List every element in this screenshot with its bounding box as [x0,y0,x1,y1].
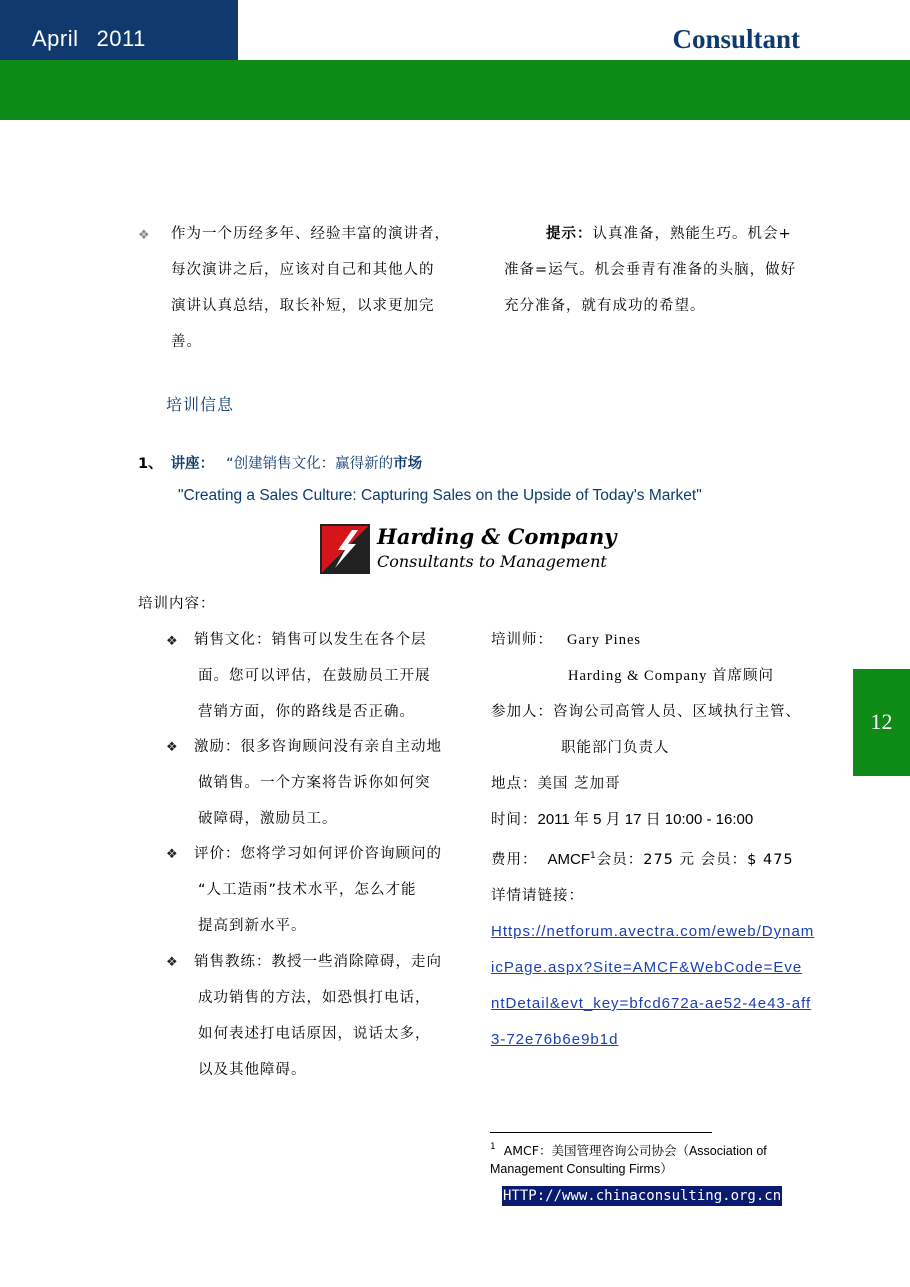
lecture-title-cn-bold: 市场 [393,456,423,472]
footnote-text-cn: AMCF：美国管理咨询公司协会 [503,1143,677,1158]
section-title: 培训信息 [166,395,235,414]
content-label: 培训内容： [138,596,216,612]
list-item [194,622,464,730]
page-number-tab [853,669,910,776]
event-link[interactable]: ntDetail&evt_key=bfcd672a-ae52-4e43-aff [491,995,812,1012]
list-item-line: “人工造雨”技术水平，怎么才能 [198,882,417,898]
list-item-line: 激励：很多咨询顾问没有亲自主动地 [194,739,442,755]
footnote-text-en: （Association of [676,1144,767,1158]
lecture-number: 1、 [138,456,163,472]
lightning-logo-icon [320,524,370,574]
list-item-line: 成功销售的方法，如恐惧打电话， [198,990,431,1006]
list-item [194,836,464,944]
intro-line: 每次演讲之后，应该对自己和其他人的 [171,262,435,278]
event-link[interactable]: icPage.aspx?Site=AMCF&WebCode=Eve [491,959,803,976]
diamond-bullet-icon: ❖ [166,955,178,970]
footnote [490,1138,810,1178]
training-details [491,622,821,1058]
intro-paragraph [171,216,471,360]
list-item-line: 以及其他障碍。 [198,1062,307,1078]
logo-name: Harding & Company [377,524,617,549]
event-link[interactable]: 3-72e76b6e9b1d [491,1031,619,1048]
time-label: 时间： [491,812,538,828]
list-item-line: 提高到新水平。 [198,918,307,934]
tip-paragraph [504,216,814,324]
lecture-title-cn: “创建销售文化：赢得新的 [226,456,394,472]
fee-rest: 会员：275 元 会员：$ 475 [596,852,794,868]
issue-date-banner [0,0,238,60]
list-item-line: 营销方面，你的路线是否正确。 [198,704,415,720]
list-item-line: 破障碍，激励员工。 [198,811,338,827]
tip-label: 提示： [546,226,593,242]
diamond-bullet-icon: ❖ [166,847,178,862]
footnote-text-en-cont: Management Consulting Firms） [490,1162,673,1176]
issue-year: 2011 [96,26,146,51]
trainer-name: Gary Pines [567,632,642,648]
tip-line: 认真准备，熟能生巧。机会+ [592,226,792,242]
fee-amcf: AMCF [547,851,590,868]
list-item-line: 评价：您将学习如何评价咨询顾问的 [194,846,442,862]
header-green-band [0,60,910,120]
list-item-line: 如何表述打电话原因，说话太多， [198,1026,431,1042]
attendees-cont: 职能部门负责人 [561,740,670,756]
footnote-marker: 1 [490,1142,496,1152]
footnote-rule [490,1132,712,1133]
intro-line: 善。 [171,334,202,350]
magazine-title: Consultant [672,24,800,54]
list-item-line: 销售文化：销售可以发生在各个层 [194,632,427,648]
time-value: 2011 年 5 月 17 日 10:00 - 16:00 [537,811,754,828]
lecture-label: 讲座： [170,456,215,472]
website-link[interactable]: HTTP://www.chinaconsulting.org.cn [503,1188,782,1204]
lecture-heading [138,452,422,473]
intro-line: 演讲认真总结，取长补短，以求更加完 [171,298,435,314]
tip-line: 充分准备，就有成功的希望。 [504,298,706,314]
intro-line: 作为一个历经多年、经验丰富的演讲者， [171,226,450,242]
trainer-label: 培训师： [491,632,553,648]
lecture-title-en: "Creating a Sales Culture: Capturing Sales on the Upside of Today's Market" [178,487,702,504]
footnote-ref: 1 [590,851,597,861]
logo-tagline: Consultants to Management [377,552,607,571]
event-link[interactable]: Https://netforum.avectra.com/eweb/Dynam [491,923,815,940]
list-item-line: 面。您可以评估，在鼓励员工开展 [198,668,431,684]
list-item [194,944,464,1088]
issue-month: April [32,26,79,51]
harding-company-logo [320,524,640,578]
diamond-bullet-icon: ❖ [166,634,178,649]
trainer-title: Harding & Company 首席顾问 [568,668,775,684]
attendees: 参加人：咨询公司高管人员、区域执行主管、 [491,704,801,720]
tip-line: 准备=运气。机会垂青有准备的头脑，做好 [504,262,797,278]
fee-label: 费用： [491,852,538,868]
diamond-bullet-icon: ❖ [138,228,150,243]
diamond-bullet-icon: ❖ [166,740,178,755]
list-item-line: 做销售。一个方案将告诉你如何突 [198,775,431,791]
page-number: 12 [870,709,893,734]
list-item [194,729,464,837]
list-item-line: 销售教练：教授一些消除障碍，走向 [194,954,442,970]
more-info-label: 详情请链接： [491,888,584,904]
location: 地点：美国 芝加哥 [491,776,621,792]
